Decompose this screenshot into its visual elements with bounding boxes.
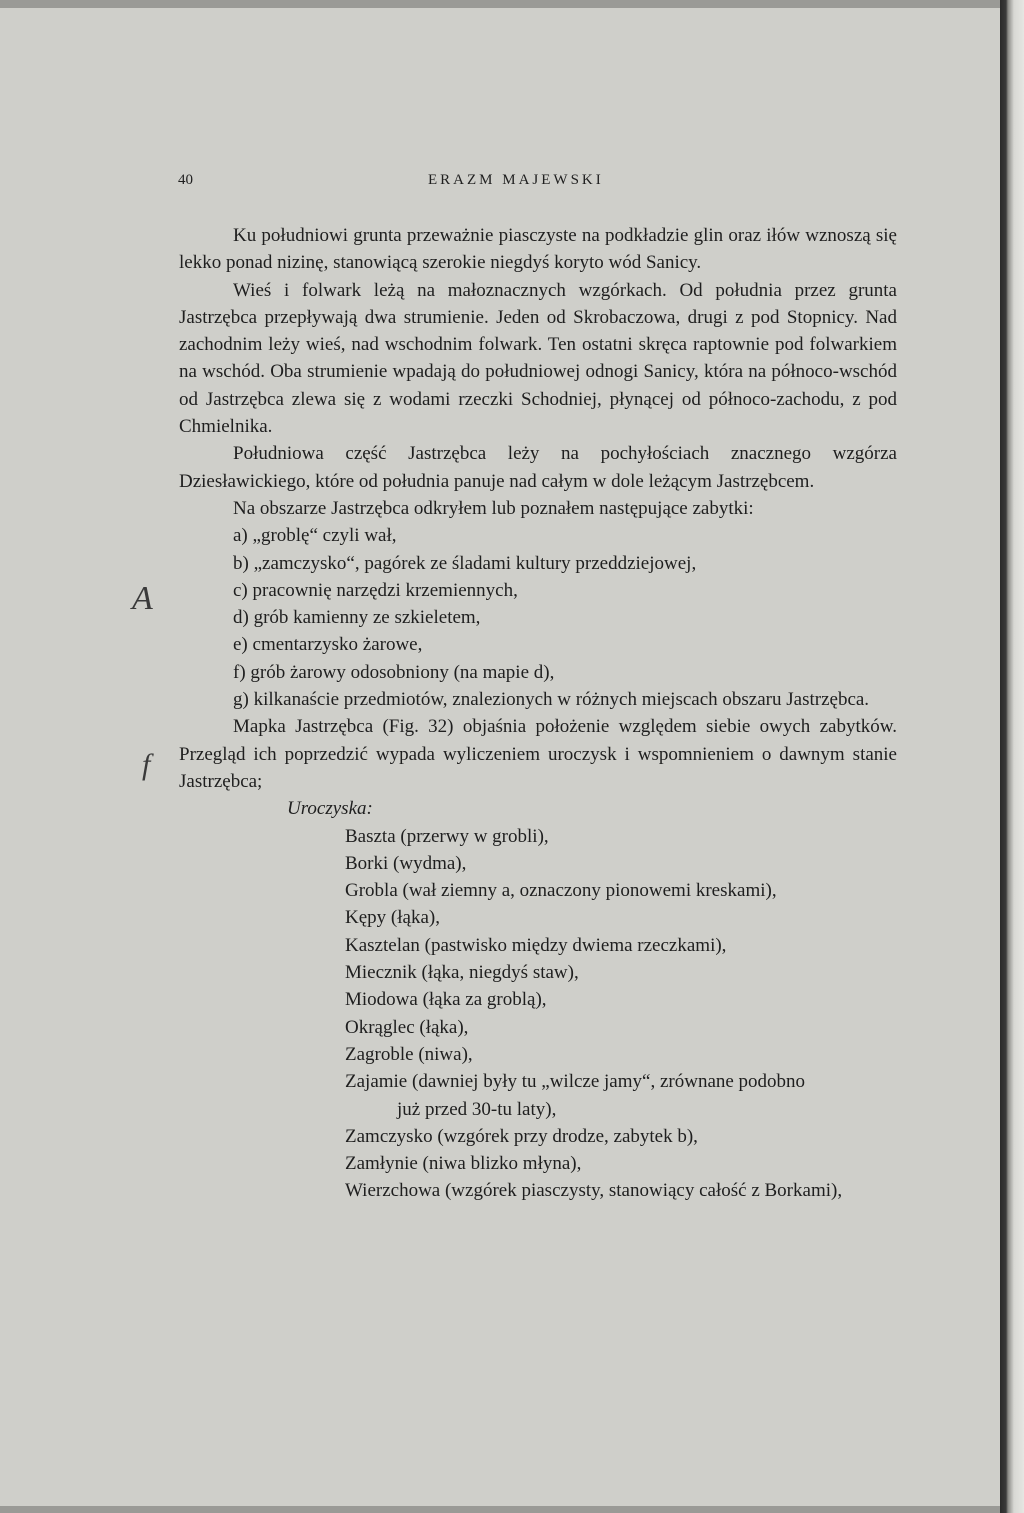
list-item: Zajamie (dawniej były tu „wilcze jamy“, zrównane podobno <box>345 1071 806 1093</box>
book-page <box>0 8 1000 1506</box>
list-item: Okrąglec (łąka), <box>345 1016 469 1038</box>
paragraph: Wieś i folwark leżą na małoznacznych wzgórkach. Od południa przez grunta Jastrzębca przepływają dwa strumienie. Jeden od Skrobaczowa, drugi z pod Stopnicy. Nad zachodnim leży wieś, nad wschodnim folwark. Ten ostatni skręca raptownie pod folwarkiem na wschód. Oba strumienie wpadają do południowej odnogi Sanicy, która na północo-wschód od Jastrzębca zlewa się z wodami rzeczki Schodniej, płynącej od północo-zachodu, z pod Chmielnika. <box>179 279 897 438</box>
list-item: Miodowa (łąka za groblą), <box>345 989 547 1011</box>
paragraph: Ku południowi grunta przeważnie piasczyste na podkładzie glin oraz iłów wznoszą się lekko ponad nizinę, stanowiącą szerokie niegdyś koryto wód Sanicy. <box>179 225 897 274</box>
list-item: Zamłynie (niwa blizko młyna), <box>345 1153 582 1175</box>
running-title: ERAZM MAJEWSKI <box>428 172 604 188</box>
list-item: c) pracownię narzędzi krzemiennych, <box>233 579 518 601</box>
list-item: Wierzchowa (wzgórek piasczysty, stanowiący całość z Borkami), <box>345 1180 843 1202</box>
list-item-continuation: już przed 30-tu laty), <box>397 1098 557 1120</box>
list-item: Kępy (łąka), <box>345 907 440 929</box>
paragraph: Południowa część Jastrzębca leży na pochyłościach znacznego wzgórza Dziesławickiego, które od południa panuje nad całym w dole leżącym Jastrzębcem. <box>179 443 897 492</box>
list-item: Miecznik (łąka, niegdyś staw), <box>345 962 579 984</box>
page-header <box>178 172 896 196</box>
handwritten-margin-note-a: A <box>132 580 153 617</box>
list-item: b) „zamczysko“, pagórek ze śladami kultury przeddziejowej, <box>233 552 697 574</box>
list-item: Kasztelan (pastwisko między dwiema rzeczkami), <box>345 934 727 956</box>
list-item: Grobla (wał ziemny a, oznaczony pionowemi kreskami), <box>345 880 777 902</box>
list-item: Baszta (przerwy w grobli), <box>345 825 549 847</box>
paragraph: Na obszarze Jastrzębca odkryłem lub poznałem następujące zabytki: <box>233 497 754 519</box>
uroczyska-heading: Uroczyska: <box>287 798 373 820</box>
handwritten-margin-note-f: f <box>142 748 151 781</box>
paragraph: Mapka Jastrzębca (Fig. 32) objaśnia położenie względem siebie owych zabytków. Przegląd ich poprzedzić wypada wyliczeniem uroczysk i wspomnieniem o dawnym stanie Jastrzębca; <box>179 716 897 792</box>
list-item: d) grób kamienny ze szkieletem, <box>233 607 481 629</box>
list-item: Zagroble (niwa), <box>345 1043 473 1065</box>
list-item: Borki (wydma), <box>345 852 467 874</box>
list-item: f) grób żarowy odosobniony (na mapie d), <box>233 661 555 683</box>
list-item: g) kilkanaście przedmiotów, znalezionych w różnych miejscach obszaru Jastrzębca. <box>233 689 870 711</box>
list-item: Zamczysko (wzgórek przy drodze, zabytek b), <box>345 1125 698 1147</box>
page-number: 40 <box>178 172 193 188</box>
list-item: a) „groblę“ czyli wał, <box>233 525 397 547</box>
list-item: e) cmentarzysko żarowe, <box>233 634 423 656</box>
page-edge-shadow <box>1000 0 1024 1513</box>
body-text <box>179 222 897 1205</box>
